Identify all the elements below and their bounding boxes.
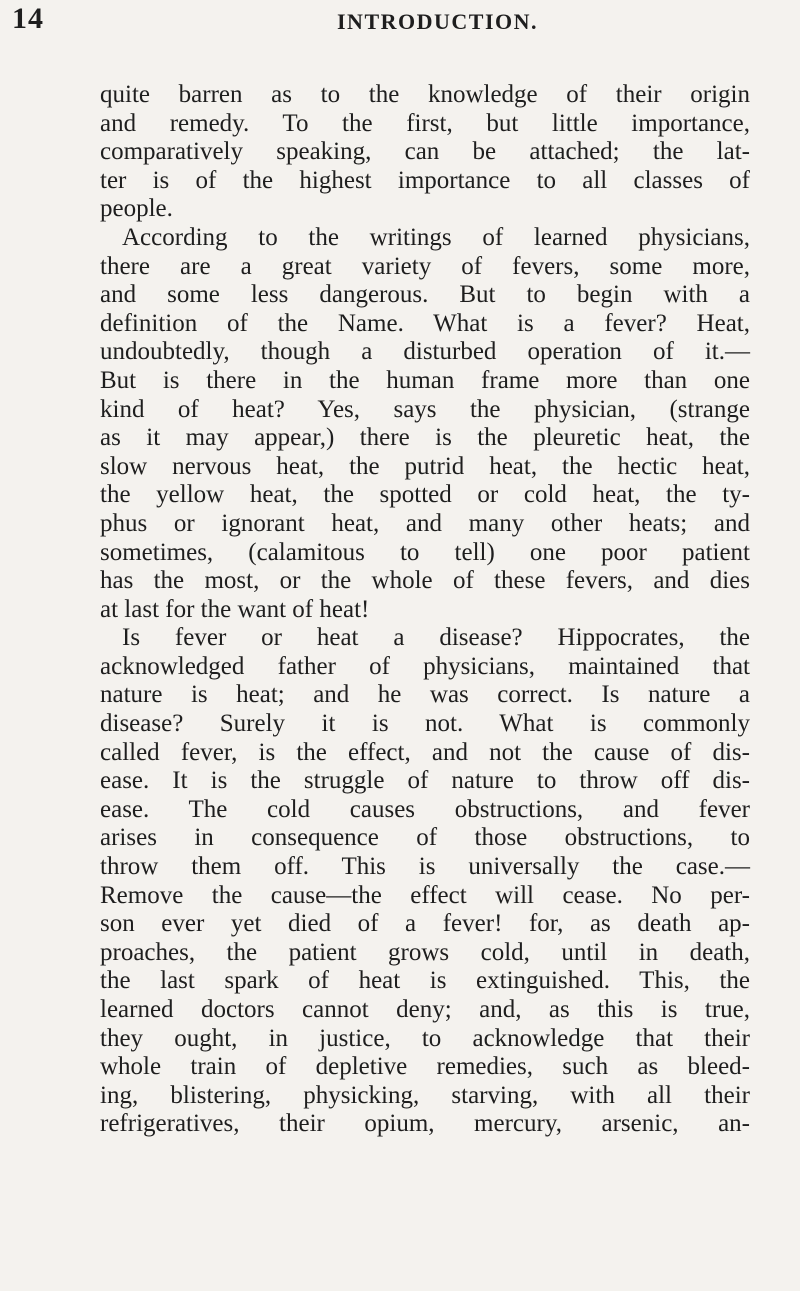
text-line: undoubtedly, though a disturbed operation of it.— bbox=[100, 338, 750, 366]
text-line: and remedy. To the first, but little importance, bbox=[100, 109, 750, 137]
text-line: called fever, is the effect, and not the cause of dis- bbox=[100, 738, 750, 766]
text-line: slow nervous heat, the putrid heat, the hectic heat, bbox=[100, 452, 750, 480]
page-number: 14 bbox=[12, 2, 44, 35]
text-line: ing, blistering, physicking, starving, with all their bbox=[100, 1081, 750, 1109]
text-line: Is fever or heat a disease? Hippocrates, the bbox=[122, 624, 750, 652]
text-line: whole train of depletive remedies, such as bleed- bbox=[100, 1053, 750, 1081]
text-line: ease. The cold causes obstructions, and fever bbox=[100, 795, 750, 823]
text-line: But is there in the human frame more than one bbox=[100, 366, 750, 394]
text-line: disease? Surely it is not. What is commonly bbox=[100, 710, 750, 738]
text-line: they ought, in justice, to acknowledge that their bbox=[100, 1024, 750, 1052]
text-line: son ever yet died of a fever! for, as death ap- bbox=[100, 910, 750, 938]
text-line: sometimes, (calamitous to tell) one poor patient bbox=[100, 538, 750, 566]
text-line: the yellow heat, the spotted or cold heat, the ty- bbox=[100, 481, 750, 509]
text-line: quite barren as to the knowledge of their origin bbox=[100, 81, 750, 108]
text-line: kind of heat? Yes, says the physician, (strange bbox=[100, 395, 750, 423]
text-line: learned doctors cannot deny; and, as this is true, bbox=[100, 996, 750, 1023]
text-line: there are a great variety of fevers, some more, bbox=[100, 252, 750, 280]
text-line: at last for the want of heat! bbox=[100, 595, 370, 623]
text-line: has the most, or the whole of these fevers, and dies bbox=[100, 567, 750, 595]
text-line: proaches, the patient grows cold, until in death, bbox=[100, 938, 750, 966]
text-line: throw them off. This is universally the case.— bbox=[100, 853, 750, 881]
text-line: comparatively speaking, can be attached; the lat- bbox=[100, 138, 750, 166]
page-header bbox=[12, 4, 772, 34]
text-line: According to the writings of learned physicians, bbox=[122, 223, 750, 251]
text-line: arises in consequence of those obstructions, to bbox=[100, 824, 750, 852]
text-line: and some less dangerous. But to begin with a bbox=[100, 281, 750, 309]
text-line: nature is heat; and he was correct. Is nature a bbox=[100, 681, 750, 709]
body-text bbox=[100, 81, 750, 1139]
running-head: INTRODUCTION. bbox=[337, 9, 539, 34]
text-line: acknowledged father of physicians, maintained that bbox=[100, 652, 750, 680]
text-line: as it may appear,) there is the pleuretic heat, the bbox=[100, 424, 750, 452]
text-line: phus or ignorant heat, and many other heats; and bbox=[100, 509, 750, 537]
text-line: ease. It is the struggle of nature to throw off dis- bbox=[100, 767, 750, 795]
text-line: refrigeratives, their opium, mercury, arsenic, an- bbox=[100, 1110, 750, 1138]
text-line: the last spark of heat is extinguished. This, the bbox=[100, 967, 750, 995]
text-line: people. bbox=[100, 195, 173, 223]
text-line: ter is of the highest importance to all classes of bbox=[100, 166, 750, 194]
text-line: Remove the cause—the effect will cease. No per- bbox=[100, 881, 750, 909]
text-line: definition of the Name. What is a fever? Heat, bbox=[100, 309, 750, 337]
